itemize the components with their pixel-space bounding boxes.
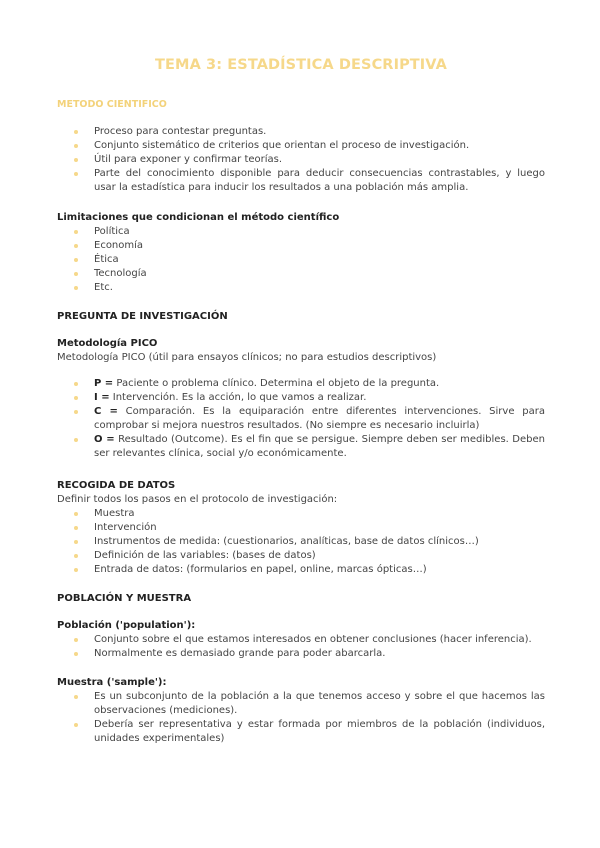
list-item: O = Resultado (Outcome). Es el fin que se persigue. Siempre deben ser medibles. Deben ser relevantes clínica, social y/o económicamente.	[57, 433, 545, 461]
bullet-icon	[74, 396, 78, 400]
list-item: Etc.	[57, 281, 545, 295]
list-item: Conjunto sobre el que estamos interesados en obtener conclusiones (hacer inferencia).	[57, 633, 545, 647]
bullet-icon	[74, 244, 78, 248]
section-recogida	[57, 479, 545, 577]
bullet-icon	[74, 172, 78, 176]
section-poblacion-muestra	[57, 592, 545, 606]
list-item: Economía	[57, 239, 545, 253]
section-poblacion	[57, 619, 545, 661]
bullet-icon	[74, 438, 78, 442]
bullet-icon	[74, 410, 78, 414]
bullet-icon	[74, 230, 78, 234]
section-limitaciones	[57, 211, 545, 295]
list-item: Normalmente es demasiado grande para poder abarcarla.	[57, 647, 545, 661]
pico-intro: Metodología PICO (útil para ensayos clínicos; no para estudios descriptivos)	[57, 352, 437, 363]
bullet-icon	[74, 512, 78, 516]
heading-limitaciones: Limitaciones que condicionan el método científico	[57, 212, 340, 223]
list-poblacion	[57, 633, 545, 661]
section-pico	[57, 337, 545, 461]
bullet-icon	[74, 554, 78, 558]
heading-poblacion: Población ('population'):	[57, 620, 196, 631]
list-item: Ética	[57, 253, 545, 267]
list-item: Útil para exponer y confirmar teorías.	[57, 153, 545, 167]
section-pregunta	[57, 310, 545, 324]
list-muestra	[57, 690, 545, 746]
list-item: Muestra	[57, 507, 545, 521]
bullet-icon	[74, 144, 78, 148]
bullet-icon	[74, 258, 78, 262]
bullet-icon	[74, 130, 78, 134]
recogida-intro: Definir todos los pasos en el protocolo de investigación:	[57, 494, 338, 505]
bullet-icon	[74, 526, 78, 530]
list-item: C = Comparación. Es la equiparación entre diferentes intervenciones. Sirve para comprobar si mejora nuestros resultados. (No siempre es necesario incluirla)	[57, 405, 545, 433]
bullet-icon	[74, 695, 78, 699]
list-recogida	[57, 507, 545, 577]
list-limitaciones	[57, 225, 545, 295]
list-item: I = Intervención. Es la acción, lo que vamos a realizar.	[57, 391, 545, 405]
list-item: Entrada de datos: (formularios en papel, online, marcas ópticas…)	[57, 563, 545, 577]
bullet-icon	[74, 158, 78, 162]
bullet-icon	[74, 723, 78, 727]
section-metodo-cientifico	[57, 98, 545, 195]
bullet-icon	[74, 568, 78, 572]
bullet-icon	[74, 272, 78, 276]
list-metodo	[57, 125, 545, 195]
bullet-icon	[74, 638, 78, 642]
page-title: TEMA 3: ESTADÍSTICA DESCRIPTIVA	[155, 57, 447, 73]
bullet-icon	[74, 540, 78, 544]
list-item: Intervención	[57, 521, 545, 535]
list-item: Política	[57, 225, 545, 239]
heading-muestra: Muestra ('sample'):	[57, 677, 167, 688]
list-item: Tecnología	[57, 267, 545, 281]
list-item: Debería ser representativa y estar formada por miembros de la población (individuos, unidades experimentales)	[57, 718, 545, 746]
list-item: Proceso para contestar preguntas.	[57, 125, 545, 139]
list-item: Parte del conocimiento disponible para deducir consecuencias contrastables, y luego usar la estadística para inducir los resultados a una población más amplia.	[57, 167, 545, 195]
heading-recogida: RECOGIDA DE DATOS	[57, 480, 176, 491]
list-item: Instrumentos de medida: (cuestionarios, analíticas, base de datos clínicos…)	[57, 535, 545, 549]
list-item: Conjunto sistemático de criterios que orientan el proceso de investigación.	[57, 139, 545, 153]
bullet-icon	[74, 382, 78, 386]
list-item: P = Paciente o problema clínico. Determina el objeto de la pregunta.	[57, 377, 545, 391]
list-pico	[57, 377, 545, 461]
section-muestra	[57, 676, 545, 746]
heading-pico: Metodología PICO	[57, 338, 158, 349]
heading-pregunta: PREGUNTA DE INVESTIGACIÓN	[57, 311, 228, 322]
bullet-icon	[74, 286, 78, 290]
heading-metodo-cientifico: METODO CIENTIFICO	[57, 99, 167, 110]
heading-poblacion-muestra: POBLACIÓN Y MUESTRA	[57, 593, 192, 604]
list-item: Definición de las variables: (bases de datos)	[57, 549, 545, 563]
list-item: Es un subconjunto de la población a la que tenemos acceso y sobre el que hacemos las observaciones (mediciones).	[57, 690, 545, 718]
bullet-icon	[74, 652, 78, 656]
